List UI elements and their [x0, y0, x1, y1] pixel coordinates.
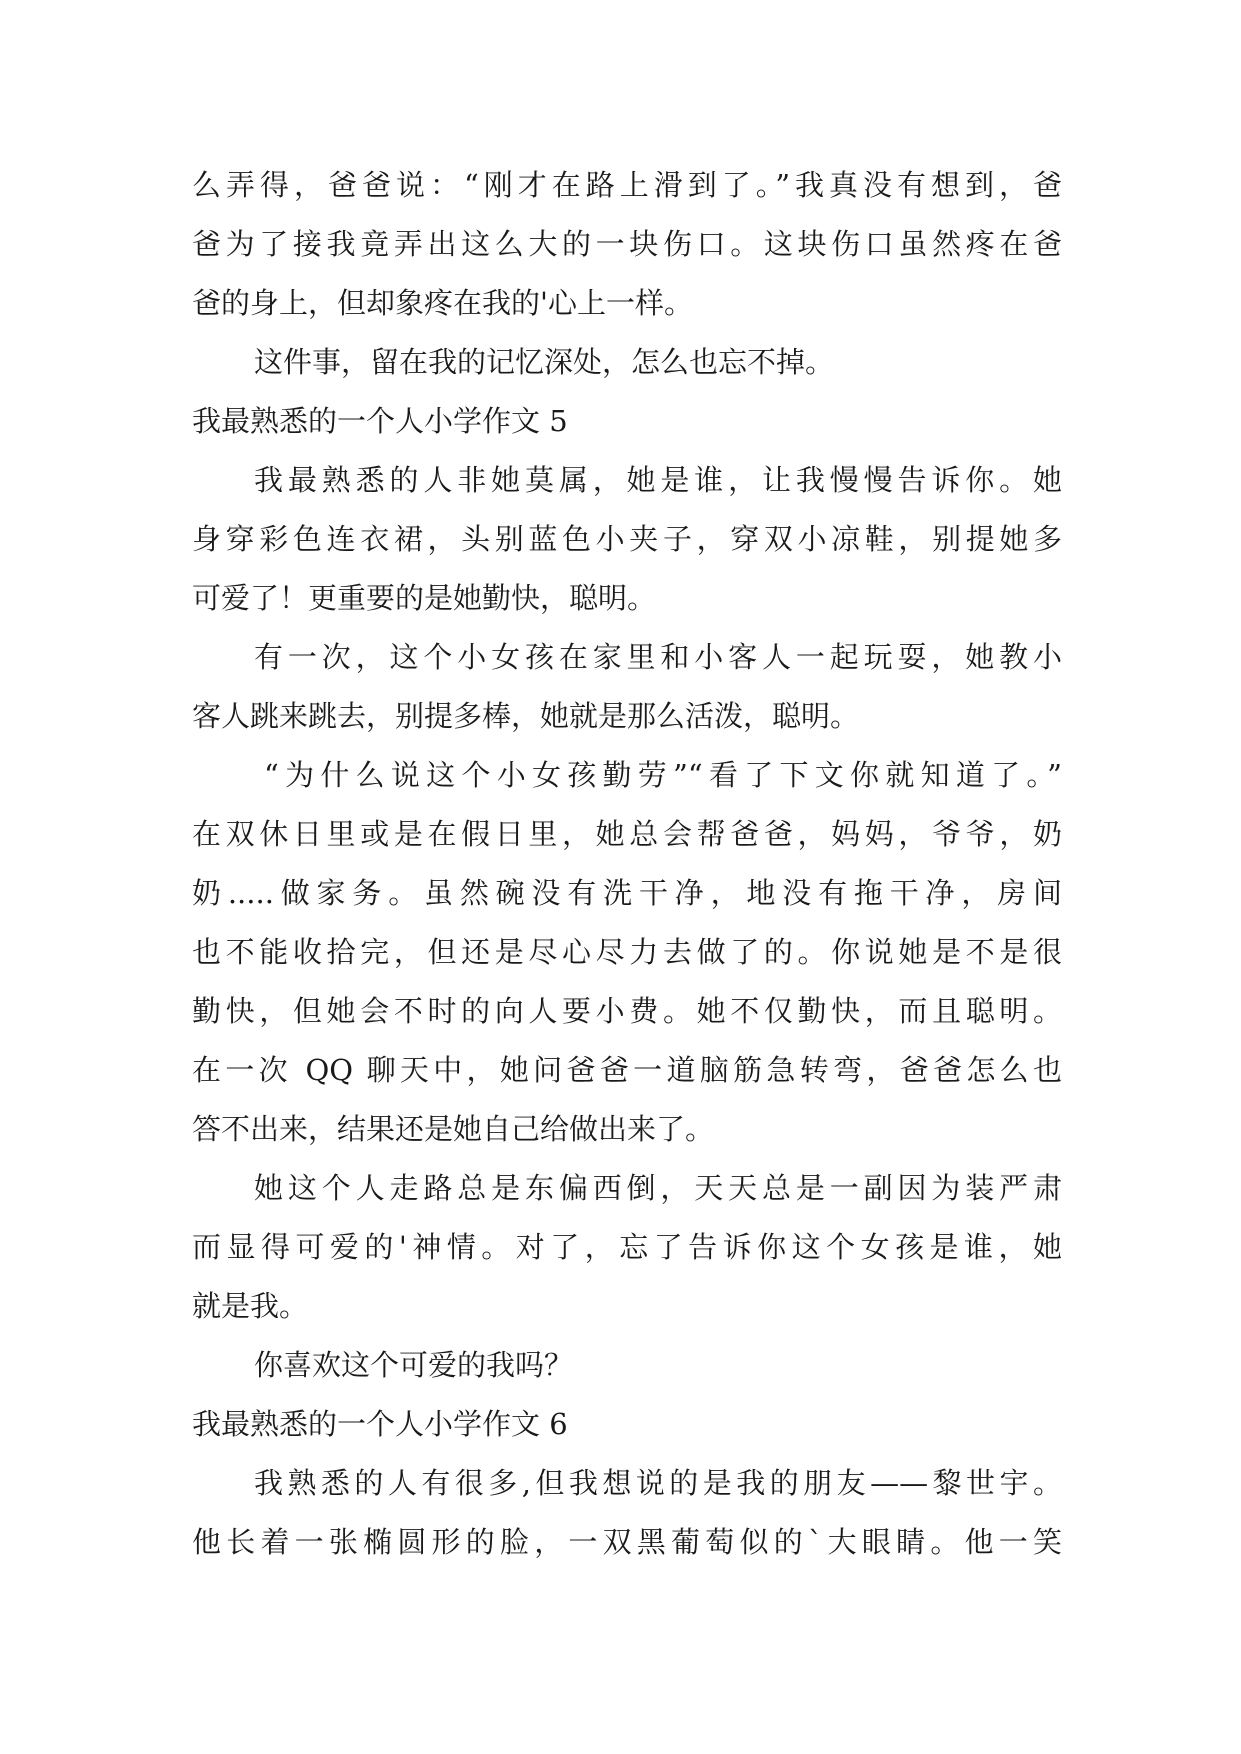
text-line: 也不能收拾完，但还是尽心尽力去做了的。你说她是不是很 — [192, 935, 1062, 969]
text-line: 我最熟悉的人非她莫属，她是谁，让我慢慢告诉你。她 — [254, 463, 1062, 497]
text-line: 在一次 QQ 聊天中，她问爸爸一道脑筋急转弯，爸爸怎么也 — [192, 1053, 1062, 1087]
text-line: 爸的身上，但却象疼在我的'心上一样。 — [192, 286, 693, 320]
text-line: 有一次，这个小女孩在家里和小客人一起玩耍，她教小 — [254, 640, 1062, 674]
text-line: 答不出来，结果还是她自己给做出来了。 — [192, 1112, 715, 1146]
text-line: 她这个人走路总是东偏西倒，天天总是一副因为装严肃 — [254, 1171, 1062, 1205]
text-line: “为什么说这个小女孩勤劳”“看了下文你就知道了。” — [264, 758, 1062, 792]
text-line: 而显得可爱的'神情。对了，忘了告诉你这个女孩是谁，她 — [192, 1230, 1062, 1264]
text-line: 勤快，但她会不时的向人要小费。她不仅勤快，而且聪明。 — [192, 994, 1062, 1028]
text-line: 这件事，留在我的记忆深处，怎么也忘不掉。 — [254, 345, 835, 379]
text-line: 奶.....做家务。虽然碗没有洗干净，地没有拖干净，房间 — [192, 876, 1062, 910]
document-page — [192, 156, 1062, 1572]
text-line: 客人跳来跳去，别提多棒，她就是那么活泼，聪明。 — [192, 699, 860, 733]
text-line: 么弄得，爸爸说：“刚才在路上滑到了。”我真没有想到，爸 — [192, 168, 1062, 202]
text-line: 他长着一张椭圆形的脸，一双黑葡萄似的`大眼睛。他一笑 — [192, 1525, 1062, 1559]
text-line: 爸为了接我竟弄出这么大的一块伤口。这块伤口虽然疼在爸 — [192, 227, 1062, 261]
section-heading: 我最熟悉的一个人小学作文 5 — [192, 404, 568, 438]
text-line: 你喜欢这个可爱的我吗？ — [254, 1348, 574, 1382]
text-line: 在双休日里或是在假日里，她总会帮爸爸，妈妈，爷爷，奶 — [192, 817, 1062, 851]
text-line: 就是我。 — [192, 1289, 309, 1323]
text-line: 可爱了！更重要的是她勤快，聪明。 — [192, 581, 657, 615]
section-heading: 我最熟悉的一个人小学作文 6 — [192, 1407, 568, 1441]
text-line: 身穿彩色连衣裙，头别蓝色小夹子，穿双小凉鞋，别提她多 — [192, 522, 1062, 556]
text-line: 我熟悉的人有很多,但我想说的是我的朋友——黎世宇。 — [254, 1466, 1062, 1500]
